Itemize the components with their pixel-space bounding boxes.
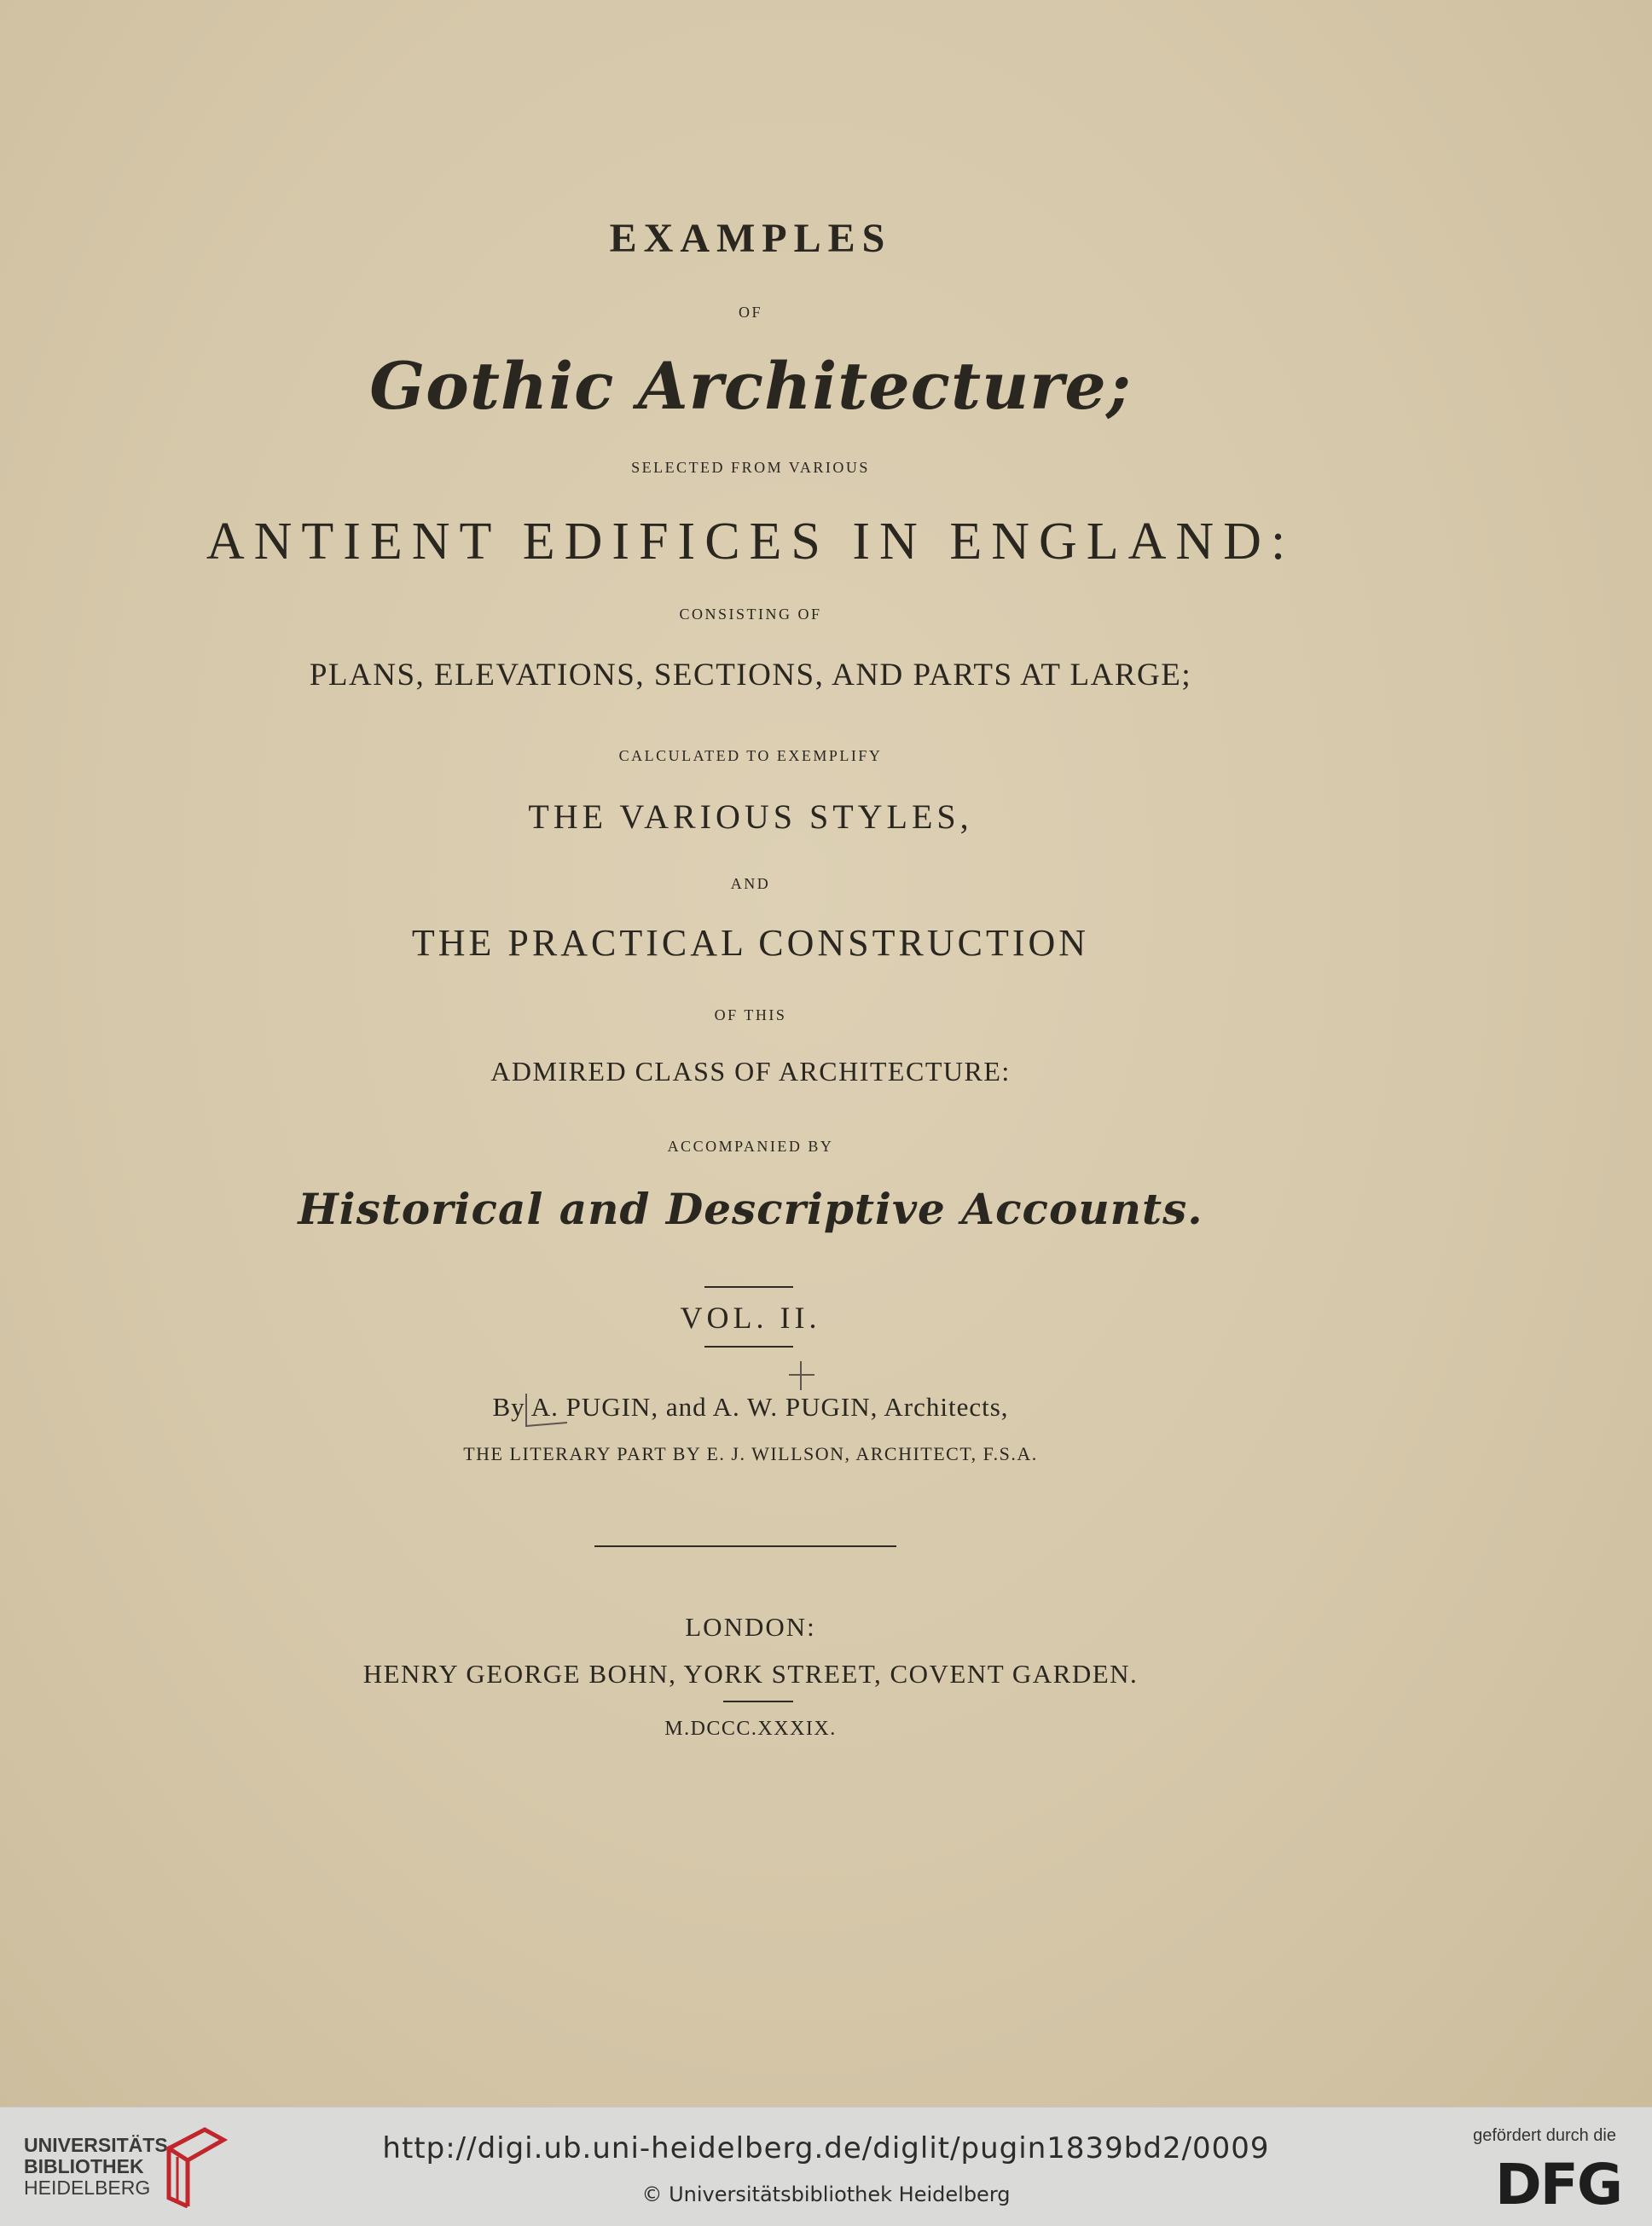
title-consisting: CONSISTING OF [679, 606, 822, 623]
title-gothic-architecture: Gothic Architecture; [369, 348, 1132, 424]
funding-label: gefördert durch die [1473, 2126, 1616, 2145]
title-selected: SELECTED FROM VARIOUS [631, 459, 870, 476]
permalink-url[interactable]: http://digi.ub.uni-heidelberg.de/diglit/pugin1839bd2/0009 [382, 2131, 1270, 2165]
title-admired-class: ADMIRED CLASS OF ARCHITECTURE: [490, 1056, 1011, 1087]
title-calculated: CALCULATED TO EXEMPLIFY [618, 747, 883, 764]
title-and: AND [730, 875, 771, 892]
title-of-this: OF THIS [714, 1006, 787, 1023]
title-antient-edifices: ANTIENT EDIFICES IN ENGLAND: [206, 513, 1296, 571]
copyright-notice: © Universitätsbibliothek Heidelberg [641, 2183, 1011, 2206]
digitization-footer [0, 2107, 1652, 2226]
imprint-year: M.DCCC.XXXIX. [664, 1718, 837, 1740]
title-of: OF [738, 304, 762, 321]
volume-number: VOL. II. [680, 1301, 821, 1335]
title-examples: EXAMPLES [609, 216, 892, 261]
authors-line: By A. PUGIN, and A. W. PUGIN, Architects, [492, 1392, 1009, 1422]
rule-below-volume [704, 1346, 793, 1348]
rule-above-volume [704, 1286, 793, 1288]
imprint-publisher: HENRY GEORGE BOHN, YORK STREET, COVENT GARDEN. [362, 1659, 1139, 1689]
library-name-line2: BIBLIOTHEK [24, 2155, 144, 2177]
title-plans: PLANS, ELEVATIONS, SECTIONS, AND PARTS AT LARGE; [309, 658, 1192, 693]
title-historical-accounts: Historical and Descriptive Accounts. [298, 1184, 1203, 1234]
library-name-line3: HEIDELBERG [24, 2177, 151, 2199]
rule-above-year [723, 1701, 793, 1702]
library-name-line1: UNIVERSITÄTS- [24, 2134, 175, 2156]
title-accompanied: ACCOMPANIED BY [667, 1138, 834, 1155]
dfg-logo: DFG [1494, 2152, 1621, 2217]
rule-separator [594, 1545, 896, 1547]
title-various-styles: THE VARIOUS STYLES, [528, 797, 973, 836]
literary-part-line: THE LITERARY PART BY E. J. WILLSON, ARCHITECT, F.S.A. [463, 1443, 1038, 1464]
imprint-london: LONDON: [685, 1612, 816, 1642]
title-practical-construction: THE PRACTICAL CONSTRUCTION [411, 922, 1090, 964]
